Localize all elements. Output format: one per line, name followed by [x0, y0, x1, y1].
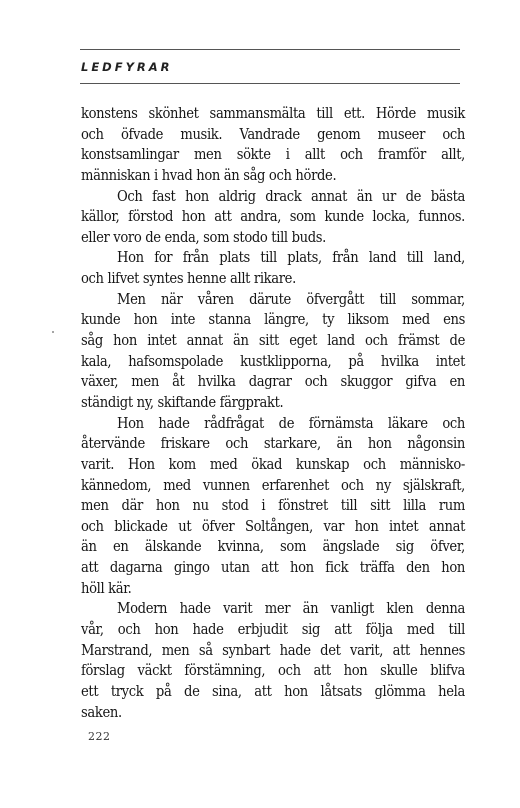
text-line: förslag väckt förstämning, och att hon skulle blifva	[81, 662, 465, 680]
text-line: kännedom, med vunnen erfarenhet och ny själskraft,	[81, 476, 465, 494]
running-head: LEDFYRAR	[81, 60, 173, 74]
text-line: källor, förstod hon att andra, som kunde locka, funnos.	[81, 208, 465, 226]
text-line: växer, men åt hvilka dagrar och skuggor gifva en	[81, 373, 465, 391]
text-line: Och fast hon aldrig drack annat än ur de bästa	[117, 187, 465, 205]
text-line: Hon for från plats till plats, från land till land,	[117, 249, 465, 267]
text-line: och lifvet syntes henne allt rikare.	[81, 270, 296, 288]
text-line: människan i hvad hon än såg och hörde.	[81, 166, 337, 184]
text-line: konstens skönhet sammansmälta till ett. Hörde musik	[81, 105, 465, 122]
text-line: Men när våren därute öfvergått till sommar,	[117, 290, 465, 308]
text-line: kala, hafsomspolade kustklipporna, på hvilka intet	[81, 352, 465, 370]
text-line: Hon hade rådfrågat de förnämsta läkare och	[117, 414, 465, 432]
margin-mark	[52, 331, 54, 333]
text-line: ständigt ny, skiftande färgprakt.	[81, 393, 284, 411]
text-line: vår, och hon hade erbjudit sig att följa med till	[81, 621, 465, 639]
header-rule-top	[80, 49, 460, 50]
page-number: 222	[88, 730, 111, 743]
text-line: Modern hade varit mer än vanligt klen denna	[117, 600, 465, 618]
text-line: eller voro de enda, som stodo till buds.	[81, 228, 327, 246]
text-line: att dagarna gingo utan att hon fick träffa den hon	[81, 559, 465, 577]
body-text	[81, 104, 465, 723]
text-line: varit. Hon kom med ökad kunskap och människo-	[81, 455, 465, 473]
text-line: kunde hon inte stanna längre, ty liksom med ens	[81, 311, 465, 329]
text-line: höll kär.	[81, 579, 132, 597]
header-rule-bottom	[80, 83, 460, 84]
text-line: Marstrand, men så synbart hade det varit, att hennes	[81, 641, 465, 659]
text-line: och öfvade musik. Vandrade genom museer och	[81, 125, 465, 143]
text-line: såg hon intet annat än sitt eget land och främst de	[81, 332, 465, 350]
text-line: ett tryck på de sina, att hon låtsats glömma hela	[81, 682, 465, 700]
text-line: men där hon nu stod i fönstret till sitt lilla rum	[81, 497, 465, 515]
text-line: återvände friskare och starkare, än hon någonsin	[81, 435, 465, 453]
text-line: och blickade ut öfver Soltången, var hon intet annat	[81, 517, 465, 535]
text-line: saken.	[81, 703, 122, 721]
text-line: konstsamlingar men sökte i allt och framför allt,	[81, 146, 465, 164]
text-line: än en älskande kvinna, som ängslade sig öfver,	[81, 538, 465, 556]
